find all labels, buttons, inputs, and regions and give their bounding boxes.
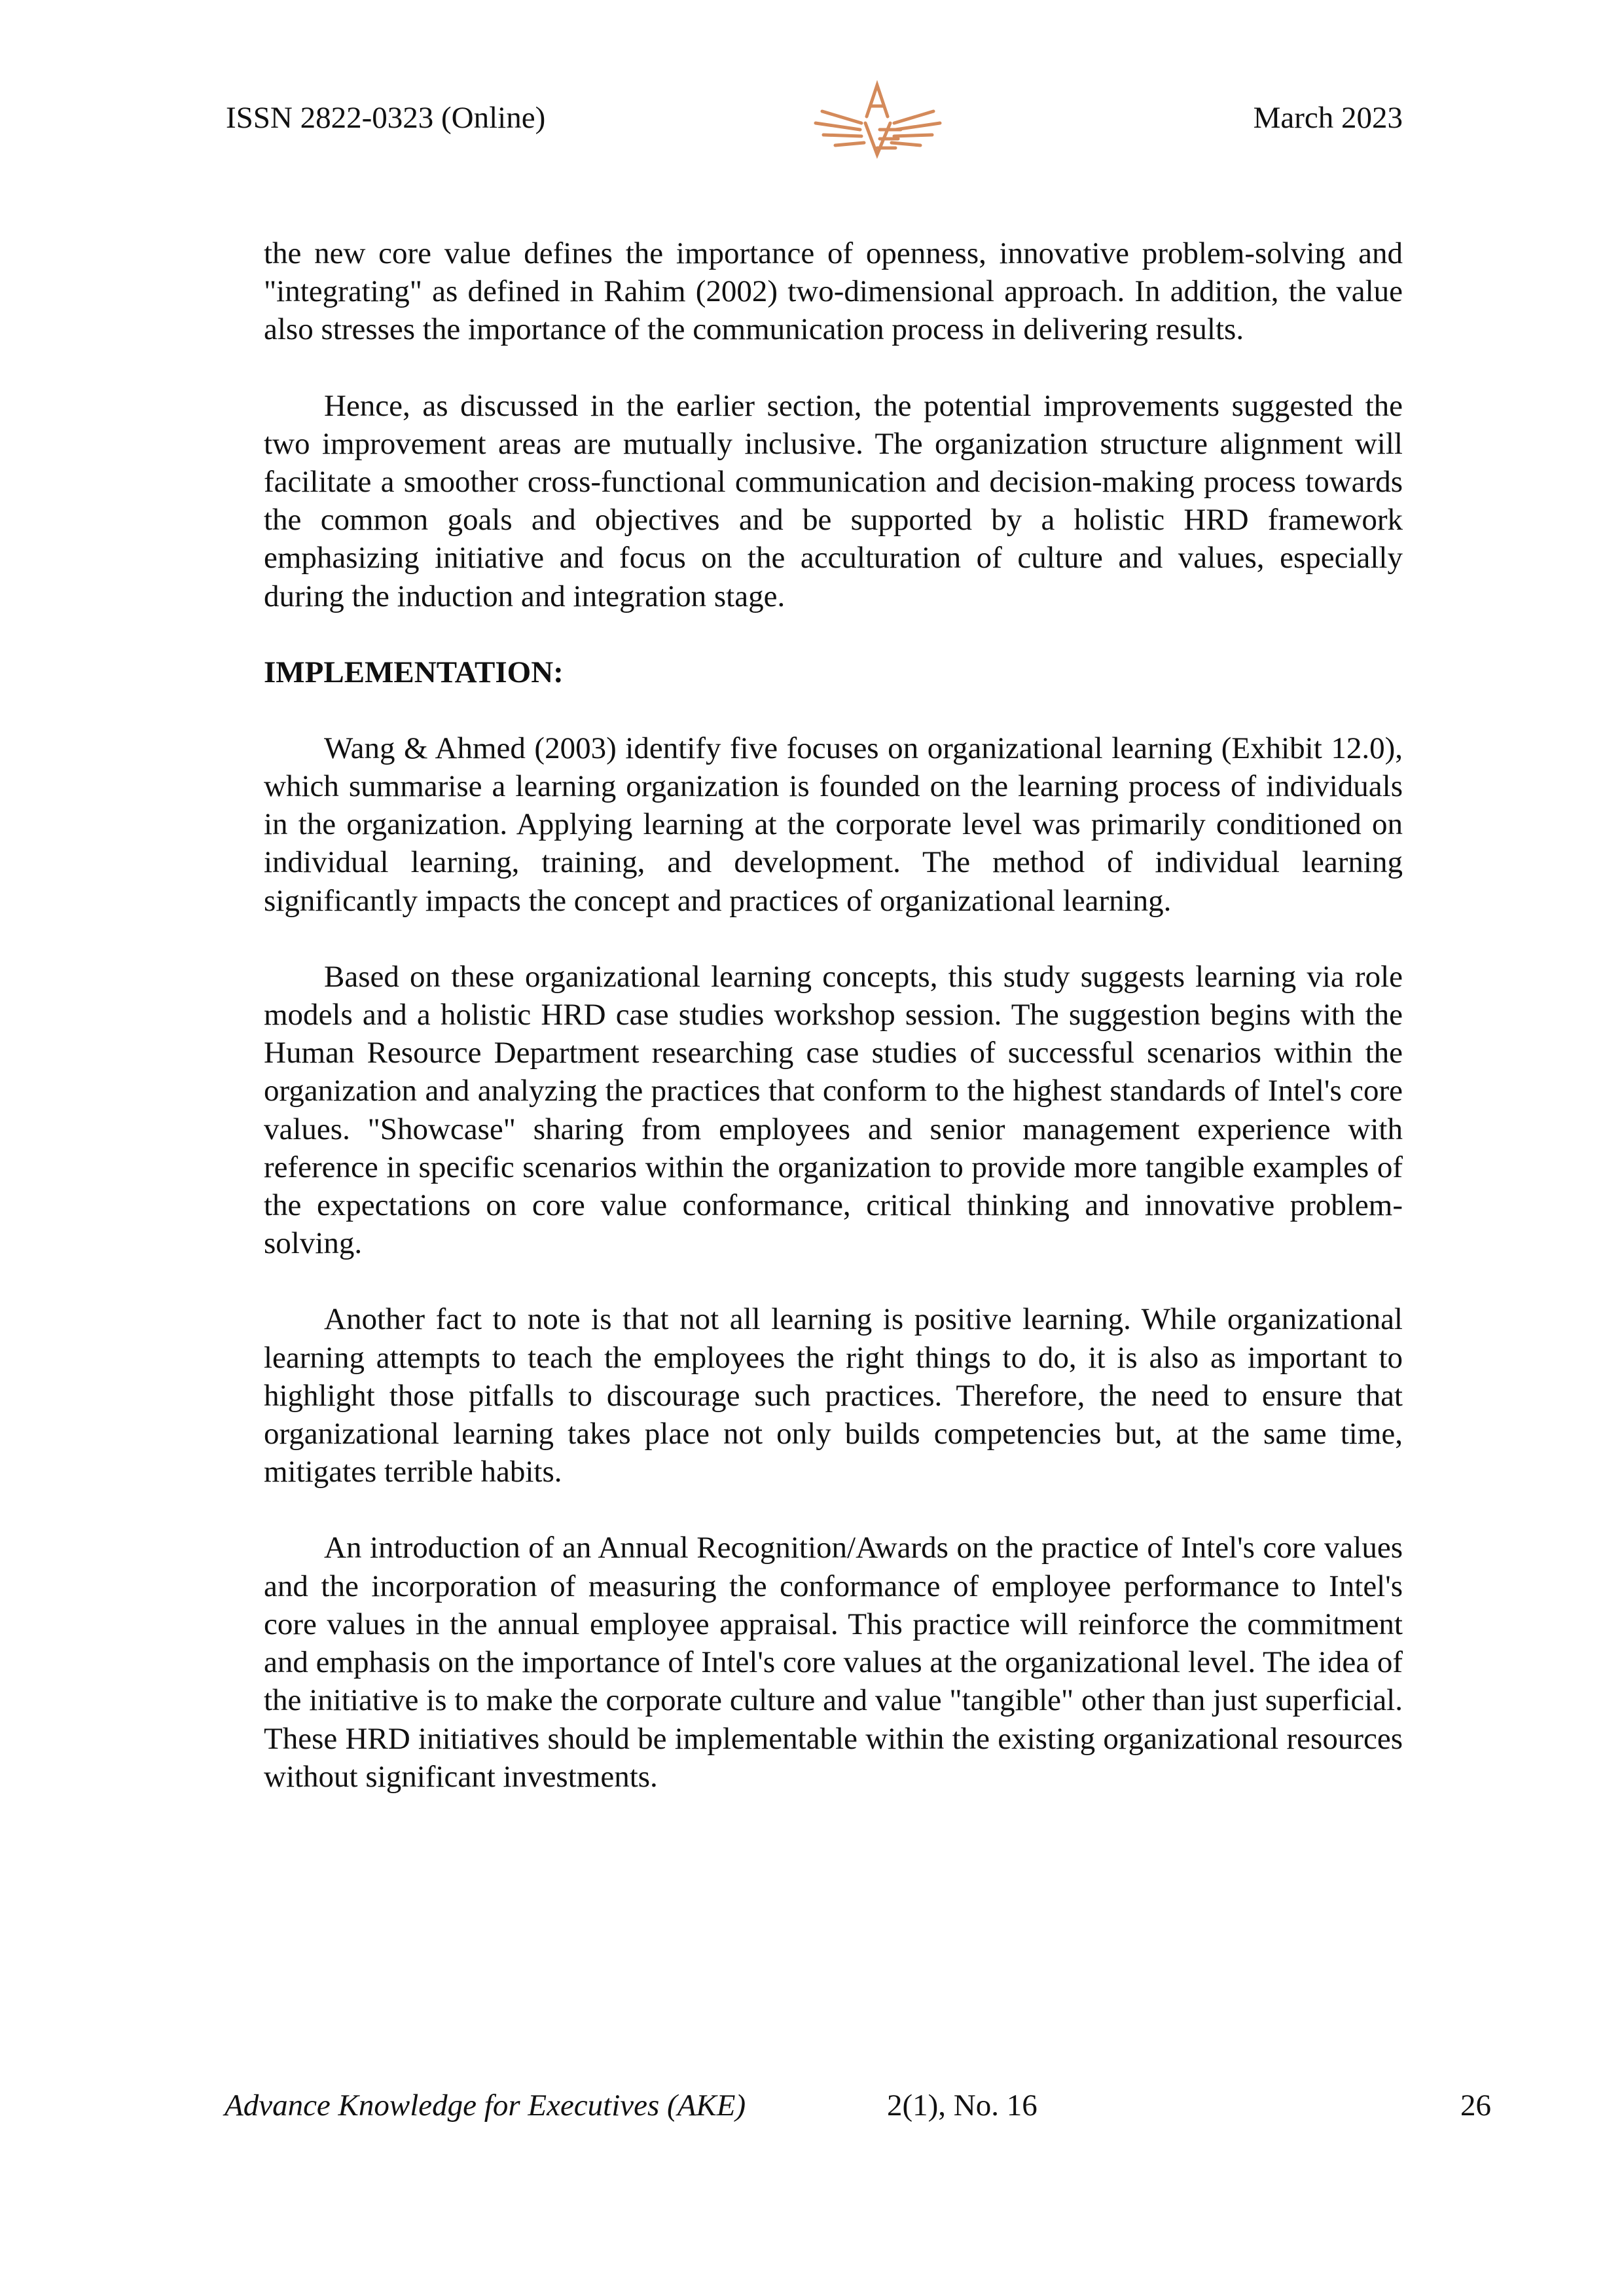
journal-logo-icon: [809, 77, 947, 162]
paragraph: Wang & Ahmed (2003) identify five focuses on organizational learning (Exhibit 12.0), which summarise a learning organization is founded on the learning process of individuals in the organization. Applying learning at the corporate level was primarily conditioned on individual learning, training, and development. The method of individual learning significantly impacts the concept and practices of organizational learning.: [264, 731, 1403, 918]
paragraph: Hence, as discussed in the earlier section, the potential improvements suggested the two improvement areas are mutually inclusive. The organization structure alignment will facilitate a smoother cross-functional communication and decision-making process towards the common goals and objectives and be supported by a holistic HRD framework emphasizing initiative and focus on the acculturation of culture and values, especially during the induction and integration stage.: [264, 388, 1403, 613]
section-heading: IMPLEMENTATION:: [264, 655, 564, 689]
issn-label: ISSN 2822-0323 (Online): [226, 101, 546, 135]
volume-issue: 2(1), No. 16: [887, 2088, 1038, 2123]
article-body: [264, 234, 1403, 1834]
journal-name: Advance Knowledge for Executives (AKE): [225, 2088, 746, 2123]
page-number: 26: [1460, 2088, 1491, 2123]
issue-date: March 2023: [1253, 101, 1403, 135]
paragraph: An introduction of an Annual Recognition/Awards on the practice of Intel's core values and the incorporation of measuring the conformance of employee performance to Intel's core values in the annual employee appraisal. This practice will reinforce the commitment and emphasis on the importance of Intel's core values at the organizational level. The idea of the initiative is to make the corporate culture and value "tangible" other than just superficial. These HRD initiatives should be implementable within the existing organizational resources without significant investments.: [264, 1531, 1403, 1794]
paragraph: Another fact to note is that not all learning is positive learning. While organizational learning attempts to teach the employees the right things to do, it is also as important to highlight those pitfalls to discourage such practices. Therefore, the need to ensure that organizational learning takes place not only builds competencies but, at the same time, mitigates terrible habits.: [264, 1302, 1403, 1489]
paragraph: Based on these organizational learning concepts, this study suggests learning via role models and a holistic HRD case studies workshop session. The suggestion begins with the Human Resource Department researching case studies of successful scenarios within the organization and analyzing the practices that conform to the highest standards of Intel's core values. "Showcase" sharing from employees and senior management experience with reference in specific scenarios within the organization to provide more tangible examples of the expectations on core value conformance, critical thinking and innovative problem-solving.: [264, 959, 1403, 1261]
paragraph: the new core value defines the importance of openness, innovative problem-solving and "integrating" as defined in Rahim (2002) two-dimensional approach. In addition, the value also stresses the importance of the communication process in delivering results.: [264, 236, 1403, 347]
